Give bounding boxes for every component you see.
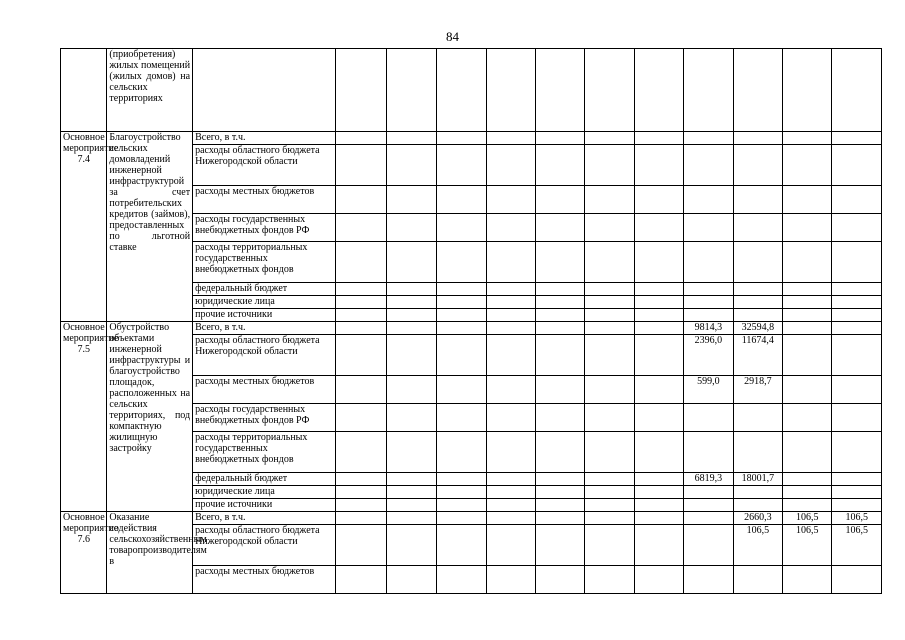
source-cell: Всего, в т.ч. [193, 512, 336, 525]
value-cell [336, 145, 386, 186]
value-cell [783, 432, 832, 473]
description-cell: Благоустройство сельских домовладений инженерной инфраструктурой за счет потребительских кредитов (займов), предоставленных по льготной ставке [107, 132, 193, 322]
value-cell [486, 145, 535, 186]
value-cell [733, 432, 782, 473]
value-cell [336, 335, 386, 376]
table-row [61, 132, 882, 145]
table-row [61, 49, 882, 132]
value-cell [832, 322, 882, 335]
value-cell [336, 49, 386, 132]
value-cell [634, 473, 683, 486]
measure-cell [61, 49, 107, 132]
value-cell [386, 512, 436, 525]
value-cell [783, 242, 832, 283]
value-cell: 2660,3 [733, 512, 782, 525]
value-cell [437, 242, 486, 283]
value-cell [684, 309, 733, 322]
value-cell [684, 49, 733, 132]
value-cell [585, 486, 634, 499]
value-cell [486, 186, 535, 214]
value-cell [684, 186, 733, 214]
value-cell [336, 309, 386, 322]
value-cell [486, 499, 535, 512]
source-cell: юридические лица [193, 296, 336, 309]
value-cell [684, 486, 733, 499]
value-cell [486, 283, 535, 296]
value-cell [832, 283, 882, 296]
value-cell [386, 404, 436, 432]
value-cell [585, 525, 634, 566]
value-cell [783, 322, 832, 335]
budget-table [60, 48, 882, 594]
value-cell [733, 145, 782, 186]
value-cell [336, 186, 386, 214]
value-cell [783, 335, 832, 376]
value-cell [437, 376, 486, 404]
value-cell [437, 404, 486, 432]
value-cell [634, 309, 683, 322]
value-cell [535, 186, 584, 214]
value-cell [634, 512, 683, 525]
value-cell [486, 49, 535, 132]
value-cell [437, 322, 486, 335]
value-cell [684, 525, 733, 566]
value-cell [832, 566, 882, 594]
value-cell [733, 309, 782, 322]
value-cell [684, 566, 733, 594]
value-cell [634, 376, 683, 404]
value-cell [437, 214, 486, 242]
source-cell: расходы государственных внебюджетных фондов РФ [193, 404, 336, 432]
value-cell [535, 432, 584, 473]
value-cell [535, 49, 584, 132]
source-cell: расходы местных бюджетов [193, 186, 336, 214]
value-cell [437, 499, 486, 512]
value-cell [386, 132, 436, 145]
value-cell [783, 145, 832, 186]
value-cell [832, 335, 882, 376]
value-cell [437, 132, 486, 145]
value-cell [634, 432, 683, 473]
value-cell [336, 486, 386, 499]
value-cell [437, 186, 486, 214]
value-cell [634, 132, 683, 145]
value-cell [486, 296, 535, 309]
source-cell: федеральный бюджет [193, 283, 336, 296]
value-cell [386, 186, 436, 214]
value-cell [585, 512, 634, 525]
value-cell: 106,5 [783, 512, 832, 525]
value-cell [585, 49, 634, 132]
table-row [61, 512, 882, 525]
value-cell [684, 145, 733, 186]
value-cell [585, 432, 634, 473]
value-cell [535, 335, 584, 376]
value-cell: 32594,8 [733, 322, 782, 335]
value-cell: 106,5 [832, 512, 882, 525]
value-cell [535, 512, 584, 525]
value-cell [336, 525, 386, 566]
value-cell [486, 512, 535, 525]
value-cell [336, 376, 386, 404]
value-cell [486, 525, 535, 566]
value-cell [386, 49, 436, 132]
value-cell [832, 186, 882, 214]
value-cell [386, 214, 436, 242]
description-cell: (приобретения) жилых помещений (жилых домов) на сельских территориях [107, 49, 193, 132]
value-cell [684, 283, 733, 296]
source-cell: расходы местных бюджетов [193, 566, 336, 594]
measure-cell: Основное мероприятие 7.6 [61, 512, 107, 594]
value-cell [437, 512, 486, 525]
value-cell [336, 432, 386, 473]
value-cell [684, 296, 733, 309]
value-cell: 9814,3 [684, 322, 733, 335]
value-cell [336, 566, 386, 594]
value-cell [386, 486, 436, 499]
value-cell [832, 309, 882, 322]
source-cell: федеральный бюджет [193, 473, 336, 486]
value-cell [733, 296, 782, 309]
measure-cell: Основное мероприятие 7.5 [61, 322, 107, 512]
value-cell [783, 499, 832, 512]
value-cell [832, 49, 882, 132]
value-cell [336, 242, 386, 283]
value-cell [634, 525, 683, 566]
value-cell [585, 186, 634, 214]
description-cell: Обустройство объектами инженерной инфраструктуры и благоустройство площадок, расположенных на сельских территориях, под компактную жилищную застройку [107, 322, 193, 512]
value-cell [535, 322, 584, 335]
value-cell [486, 566, 535, 594]
value-cell [684, 132, 733, 145]
value-cell [336, 214, 386, 242]
value-cell [783, 473, 832, 486]
value-cell [684, 214, 733, 242]
value-cell [585, 322, 634, 335]
value-cell [585, 473, 634, 486]
value-cell [535, 214, 584, 242]
value-cell [733, 242, 782, 283]
value-cell: 11674,4 [733, 335, 782, 376]
value-cell [535, 296, 584, 309]
value-cell [634, 214, 683, 242]
value-cell [585, 335, 634, 376]
value-cell: 106,5 [832, 525, 882, 566]
value-cell [386, 566, 436, 594]
value-cell [535, 283, 584, 296]
value-cell [832, 145, 882, 186]
value-cell [535, 566, 584, 594]
measure-cell: Основное мероприятие 7.4 [61, 132, 107, 322]
value-cell [336, 512, 386, 525]
value-cell [832, 404, 882, 432]
value-cell [336, 499, 386, 512]
value-cell [634, 296, 683, 309]
value-cell [634, 283, 683, 296]
value-cell [336, 322, 386, 335]
source-cell: расходы территориальных государственных внебюджетных фондов [193, 432, 336, 473]
value-cell [733, 49, 782, 132]
value-cell [386, 525, 436, 566]
value-cell [336, 473, 386, 486]
value-cell: 599,0 [684, 376, 733, 404]
value-cell [486, 322, 535, 335]
value-cell [585, 404, 634, 432]
value-cell [193, 49, 336, 132]
value-cell [684, 499, 733, 512]
value-cell [832, 376, 882, 404]
value-cell [437, 566, 486, 594]
value-cell [783, 283, 832, 296]
value-cell [437, 145, 486, 186]
value-cell [684, 404, 733, 432]
value-cell [832, 473, 882, 486]
value-cell [386, 473, 436, 486]
value-cell [634, 566, 683, 594]
value-cell [783, 404, 832, 432]
source-cell: расходы территориальных государственных внебюджетных фондов [193, 242, 336, 283]
value-cell [336, 404, 386, 432]
source-cell: Всего, в т.ч. [193, 322, 336, 335]
value-cell [437, 49, 486, 132]
value-cell [585, 376, 634, 404]
value-cell [437, 473, 486, 486]
value-cell [486, 309, 535, 322]
value-cell [634, 322, 683, 335]
value-cell [437, 486, 486, 499]
value-cell [437, 309, 486, 322]
value-cell [486, 432, 535, 473]
value-cell [437, 525, 486, 566]
value-cell [684, 512, 733, 525]
value-cell [535, 242, 584, 283]
value-cell [486, 376, 535, 404]
value-cell [783, 49, 832, 132]
value-cell: 106,5 [783, 525, 832, 566]
table-row [61, 322, 882, 335]
value-cell [832, 132, 882, 145]
value-cell [486, 404, 535, 432]
source-cell: прочие источники [193, 309, 336, 322]
value-cell [832, 499, 882, 512]
value-cell [585, 145, 634, 186]
value-cell [585, 214, 634, 242]
value-cell [535, 525, 584, 566]
source-cell: расходы местных бюджетов [193, 376, 336, 404]
value-cell [486, 473, 535, 486]
value-cell [486, 214, 535, 242]
value-cell [437, 296, 486, 309]
value-cell [535, 486, 584, 499]
value-cell [386, 376, 436, 404]
value-cell [783, 132, 832, 145]
value-cell [585, 499, 634, 512]
value-cell [437, 335, 486, 376]
value-cell [634, 486, 683, 499]
value-cell [733, 132, 782, 145]
value-cell [386, 309, 436, 322]
value-cell [336, 132, 386, 145]
value-cell: 106,5 [733, 525, 782, 566]
value-cell [783, 296, 832, 309]
value-cell [386, 322, 436, 335]
value-cell [486, 335, 535, 376]
value-cell [832, 432, 882, 473]
value-cell [832, 242, 882, 283]
value-cell [634, 404, 683, 432]
value-cell [336, 283, 386, 296]
value-cell: 2396,0 [684, 335, 733, 376]
source-cell: расходы областного бюджета Нижегородской области [193, 145, 336, 186]
value-cell [535, 145, 584, 186]
value-cell [585, 296, 634, 309]
value-cell [535, 404, 584, 432]
value-cell [783, 566, 832, 594]
description-cell: Оказание содействия сельскохозяйственным товаропроизводителям в [107, 512, 193, 594]
value-cell: 18001,7 [733, 473, 782, 486]
value-cell [783, 214, 832, 242]
value-cell [535, 132, 584, 145]
value-cell [832, 486, 882, 499]
value-cell [733, 214, 782, 242]
value-cell [386, 145, 436, 186]
value-cell [535, 376, 584, 404]
value-cell [634, 499, 683, 512]
value-cell [386, 432, 436, 473]
source-cell: расходы областного бюджета Нижегородской области [193, 335, 336, 376]
value-cell [634, 186, 683, 214]
source-cell: расходы областного бюджета Нижегородской области [193, 525, 336, 566]
value-cell [585, 242, 634, 283]
value-cell [437, 432, 486, 473]
value-cell [585, 283, 634, 296]
value-cell [634, 335, 683, 376]
value-cell [684, 242, 733, 283]
value-cell [634, 242, 683, 283]
value-cell [684, 432, 733, 473]
value-cell [783, 186, 832, 214]
value-cell [386, 499, 436, 512]
value-cell [634, 49, 683, 132]
value-cell [733, 404, 782, 432]
value-cell [832, 296, 882, 309]
value-cell [386, 283, 436, 296]
value-cell [733, 283, 782, 296]
source-cell: прочие источники [193, 499, 336, 512]
value-cell: 2918,7 [733, 376, 782, 404]
value-cell [733, 566, 782, 594]
value-cell [486, 132, 535, 145]
value-cell [486, 486, 535, 499]
value-cell [486, 242, 535, 283]
value-cell [535, 499, 584, 512]
value-cell: 6819,3 [684, 473, 733, 486]
value-cell [783, 309, 832, 322]
value-cell [634, 145, 683, 186]
value-cell [585, 566, 634, 594]
value-cell [386, 242, 436, 283]
value-cell [386, 296, 436, 309]
value-cell [832, 214, 882, 242]
value-cell [783, 486, 832, 499]
value-cell [336, 296, 386, 309]
page-number: 84 [446, 29, 459, 44]
value-cell [783, 376, 832, 404]
source-cell: Всего, в т.ч. [193, 132, 336, 145]
value-cell [535, 473, 584, 486]
value-cell [733, 486, 782, 499]
value-cell [535, 309, 584, 322]
value-cell [386, 335, 436, 376]
source-cell: юридические лица [193, 486, 336, 499]
source-cell: расходы государственных внебюджетных фондов РФ [193, 214, 336, 242]
value-cell [585, 309, 634, 322]
value-cell [437, 283, 486, 296]
value-cell [733, 499, 782, 512]
value-cell [733, 186, 782, 214]
value-cell [585, 132, 634, 145]
